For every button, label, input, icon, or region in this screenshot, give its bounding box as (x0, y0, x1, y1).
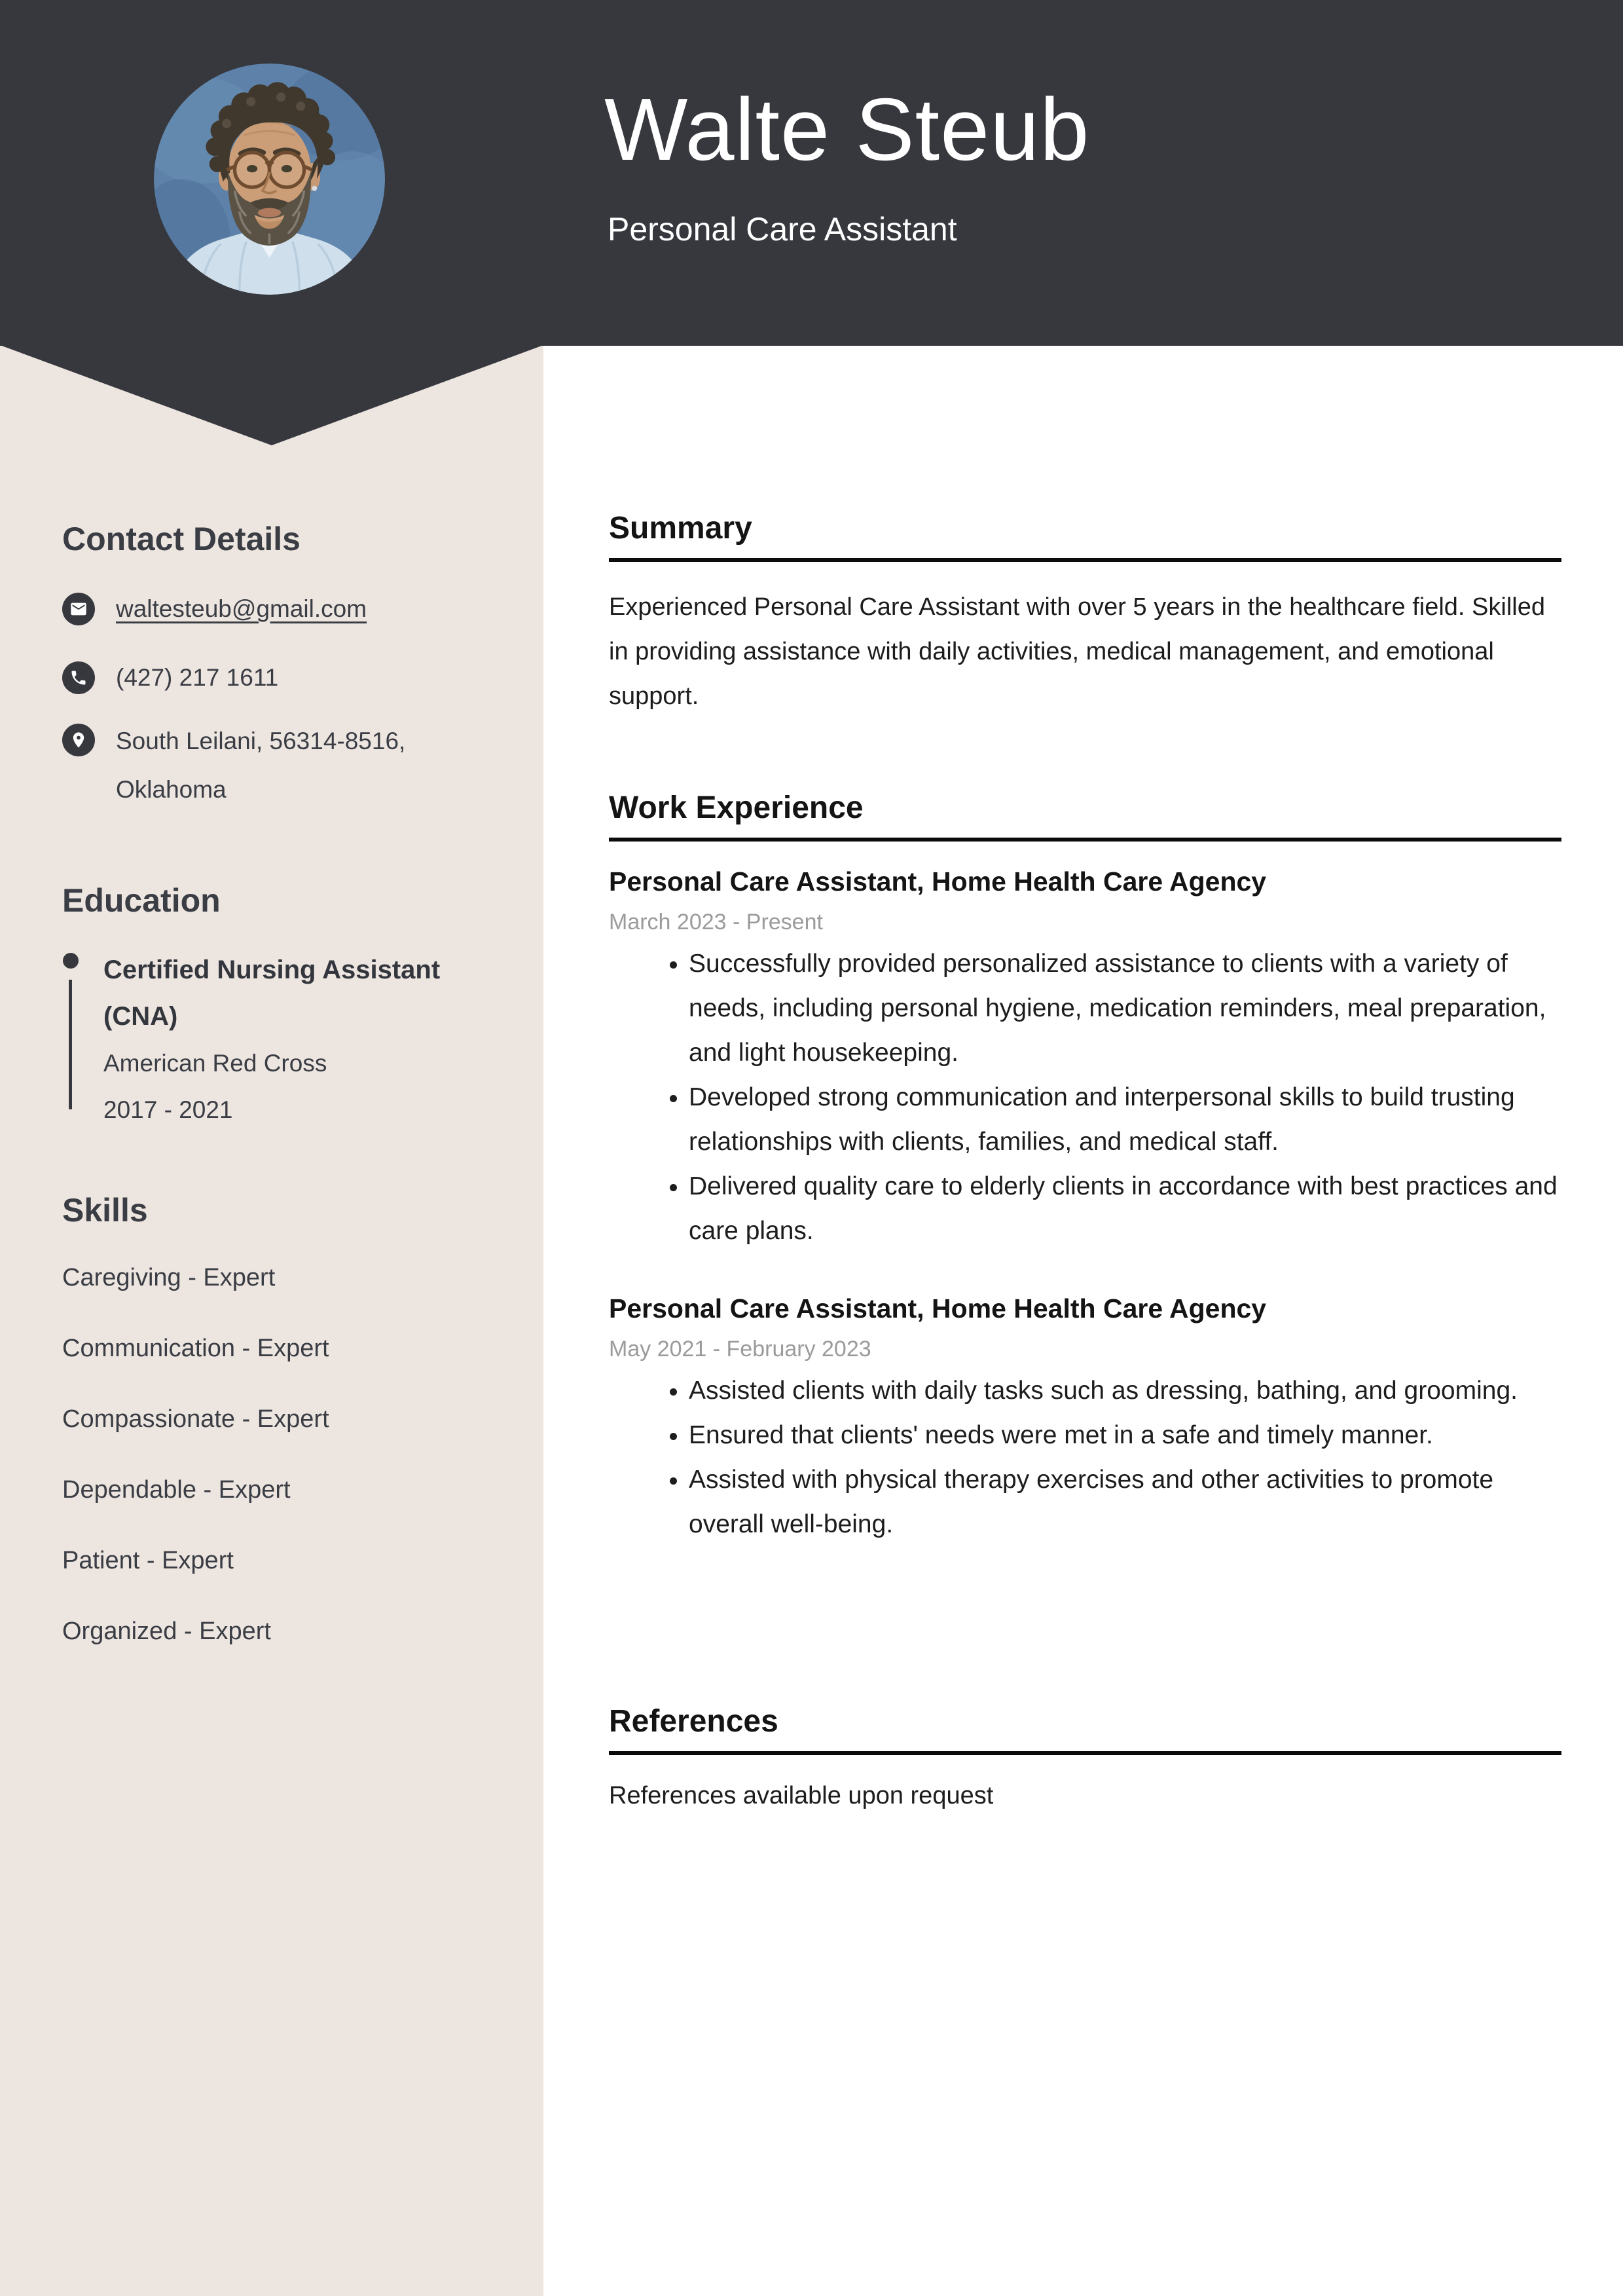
job-bullet: • Assisted clients with daily tasks such as dressing, bathing, and grooming. (689, 1369, 1563, 1413)
skill-item: Communication - Expert (62, 1335, 329, 1362)
references-section-heading: References (609, 1704, 778, 1739)
job-bullet: • Developed strong communication and interpersonal skills to build trusting relationships with clients, families, and medical staff. (689, 1075, 1563, 1164)
profile-photo (154, 64, 385, 295)
contact-item-phone (62, 661, 278, 694)
job-bullet: • Ensured that clients' needs were met in a safe and timely manner. (689, 1413, 1563, 1458)
phone-number: (427) 217 1611 (116, 664, 279, 691)
timeline-dot (63, 953, 79, 969)
skill-item: Patient - Expert (62, 1547, 234, 1574)
job-title: Personal Care Assistant, Home Health Care Agency (609, 866, 1267, 897)
education-section-heading: Education (62, 882, 221, 919)
summary-section-heading: Summary (609, 511, 752, 546)
work-section-heading: Work Experience (609, 790, 864, 825)
job-title: Personal Care Assistant, Home Health Care Agency (609, 1293, 1267, 1324)
job-bullet-list (609, 1369, 1565, 1547)
summary-text: Experienced Personal Care Assistant with over 5 years in the healthcare field. Skilled in providing assistance with daily activities, medical management, and emotional support. (609, 593, 1545, 710)
location-icon (62, 724, 95, 756)
summary-divider (609, 558, 1561, 562)
job-bullet: • Delivered quality care to elderly clients in accordance with best practices and care plans. (689, 1164, 1563, 1253)
skill-item: Organized - Expert (62, 1618, 271, 1645)
address-text: South Leilani, 56314-8516, Oklahoma (116, 728, 406, 803)
skill-item: Caregiving - Expert (62, 1264, 276, 1291)
references-divider (609, 1751, 1561, 1755)
education-degree: Certified Nursing Assistant (CNA) (103, 955, 441, 1031)
education-school: American Red Cross (103, 1050, 327, 1077)
person-title: Personal Care Assistant (608, 211, 957, 248)
skills-list (62, 1263, 481, 1687)
contact-section-heading: Contact Details (62, 521, 301, 557)
person-name: Walte Steub (604, 80, 1090, 179)
contact-item-address (62, 724, 483, 814)
job-bullet: • Successfully provided personalized assistance to clients with a variety of needs, including personal hygiene, medication reminders, meal preparation, and light housekeeping. (689, 942, 1563, 1075)
mail-icon (62, 593, 95, 625)
job-bullet: • Assisted with physical therapy exercises and other activities to promote overall well-being. (689, 1458, 1563, 1547)
contact-item-email (62, 593, 367, 625)
skills-section-heading: Skills (62, 1192, 148, 1229)
work-divider (609, 838, 1561, 842)
education-dates: 2017 - 2021 (103, 1096, 233, 1123)
references-text: References available upon request (609, 1782, 994, 1809)
skill-item: Dependable - Expert (62, 1476, 291, 1504)
job-bullet-list (609, 942, 1565, 1253)
job-dates: March 2023 - Present (609, 910, 823, 935)
education-entry (103, 947, 486, 1133)
portrait-illustration (154, 64, 385, 295)
email-link[interactable]: waltesteub@gmail.com (116, 595, 367, 622)
skill-item: Compassionate - Expert (62, 1405, 329, 1433)
timeline-line (69, 980, 72, 1109)
job-dates: May 2021 - February 2023 (609, 1337, 871, 1361)
phone-icon (62, 661, 95, 694)
